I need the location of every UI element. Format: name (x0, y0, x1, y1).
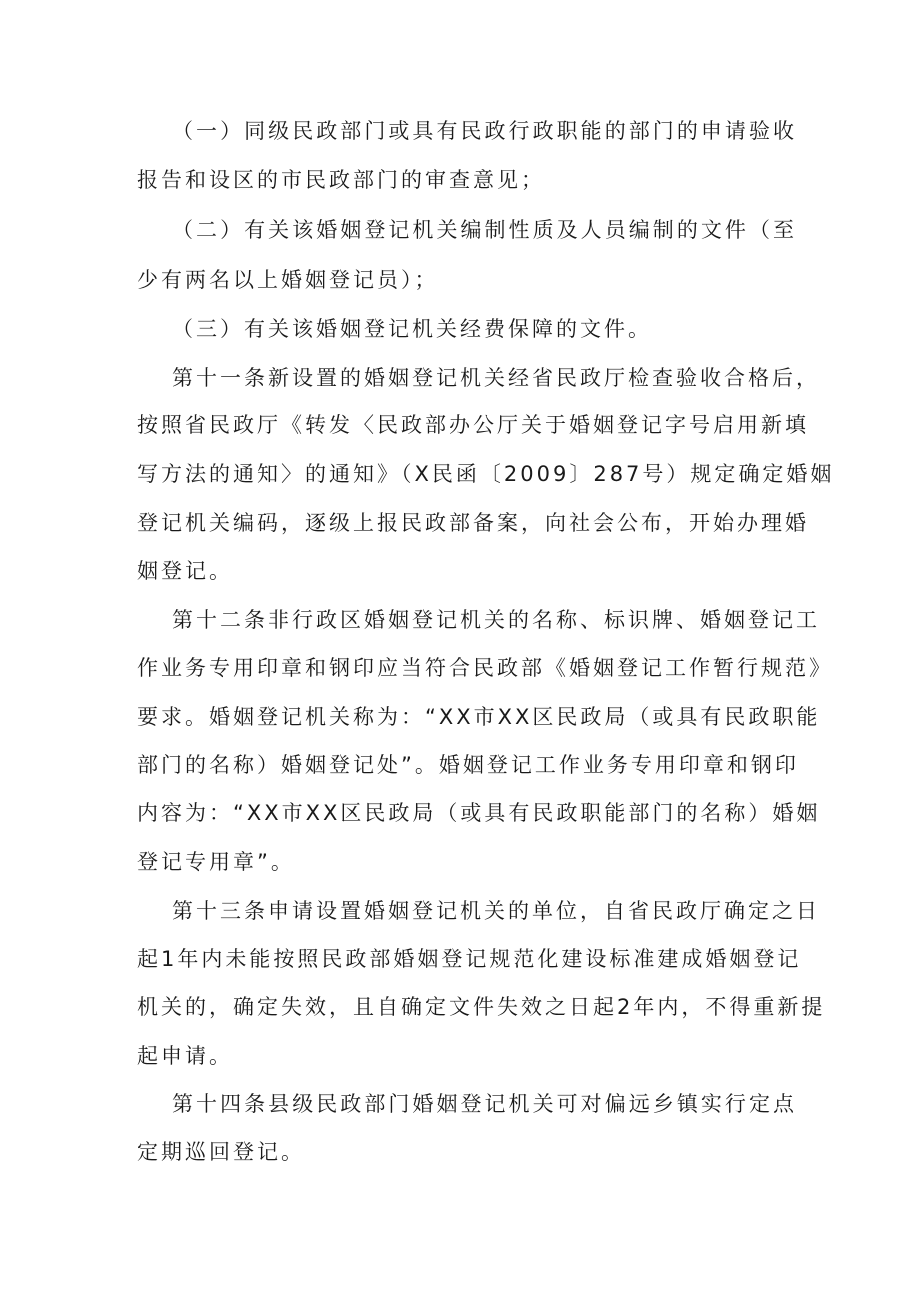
article-12-line-1: 第十二条非行政区婚姻登记机关的名称、标识牌、婚姻登记工 (172, 608, 820, 632)
article-14-line-2: 定期巡回登记。 (137, 1140, 305, 1164)
article-13-line-1: 第十三条申请设置婚姻登记机关的单位，自省民政厅确定之日 (172, 899, 820, 923)
article-12-line-5: 内容为：“XX市XX区民政局（或具有民政职能部门的名称）婚姻 (137, 801, 821, 825)
article-13-line-3: 机关的，确定失效，且自确定文件失效之日起2年内，不得重新提 (137, 995, 826, 1019)
article-11-line-5: 姻登记。 (137, 559, 233, 583)
item-2-line-2: 少有两名以上婚姻登记员）； (137, 268, 439, 292)
item-1-line-2: 报告和设区的市民政部门的审查意见； (137, 168, 545, 192)
article-11-line-2: 按照省民政厅《转发〈民政部办公厅关于婚姻登记字号启用新填 (137, 413, 809, 437)
item-2-line-1: （二）有关该婚姻登记机关编制性质及人员编制的文件（至 (172, 218, 797, 242)
item-3-line-1: （三）有关该婚姻登记机关经费保障的文件。 (172, 317, 652, 341)
article-12-line-3: 要求。婚姻登记机关称为：“XX市XX区民政局（或具有民政职能 (137, 705, 821, 729)
article-12-line-6: 登记专用章”。 (137, 850, 295, 874)
article-13-line-2: 起1年内未能按照民政部婚姻登记规范化建设标准建成婚姻登记 (137, 947, 802, 971)
article-14-line-1: 第十四条县级民政部门婚姻登记机关可对偏远乡镇实行定点 (172, 1092, 797, 1116)
article-12-line-4: 部门的名称）婚姻登记处”。婚姻登记工作业务专用印章和钢印 (137, 753, 799, 777)
article-12-line-2: 作业务专用印章和钢印应当符合民政部《婚姻登记工作暂行规范》 (137, 656, 833, 680)
article-11-line-3: 写方法的通知〉的通知》（X民函〔2009〕287号）规定确定婚姻 (137, 462, 835, 486)
article-11-line-1: 第十一条新设置的婚姻登记机关经省民政厅检查验收合格后， (172, 366, 820, 390)
item-1-line-1: （一）同级民政部门或具有民政行政职能的部门的申请验收 (172, 119, 797, 143)
article-13-line-4: 起申请。 (137, 1044, 233, 1068)
article-11-line-4: 登记机关编码，逐级上报民政部备案，向社会公布，开始办理婚 (137, 511, 809, 535)
